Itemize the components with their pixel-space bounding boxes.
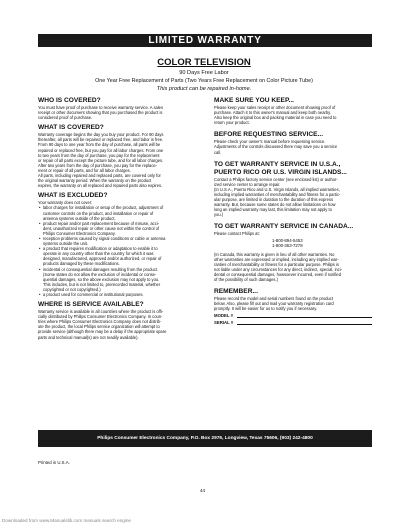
list-item <box>38 267 196 292</box>
section-heading: TO GET WARRANTY SERVICE IN CANADA... <box>214 223 354 231</box>
body-line: From 90 days to one year from the day of purchase, all parts will be <box>38 142 161 148</box>
body-line: ment or repair of all parts, and for all labor charges. <box>38 167 131 173</box>
download-watermark: Downloaded from www.Manualslib.com manuals search engine <box>2 518 131 523</box>
body-line: Please keep your sales receipt or other document showing proof of <box>214 105 336 110</box>
body-line: (In Canada, this warranty is given in lieu of all other warranties. No <box>214 251 335 257</box>
in-home-line: This product can be repaired in-home. <box>156 86 252 92</box>
body-line: Also keep the original box and packing material in case you need to <box>214 115 337 121</box>
item-line: operate in any country other than the country for which it was <box>43 251 154 257</box>
body-line: of the possibility of such damages.) <box>214 277 278 283</box>
phone-number: 1-800-894-5453 <box>272 237 303 243</box>
item-line: (Some states do not allow the exclusion of incidental or conse- <box>43 271 157 277</box>
section-heading: TO GET WARRANTY SERVICE IN U.S.A., <box>214 160 341 168</box>
list-item <box>38 205 196 220</box>
body-line: dental or consequential damages, howsoever incurred, even if notified <box>214 272 341 278</box>
item-line: Philips Consumer Electronics Company. <box>43 230 116 236</box>
body-line: long an implied warranty may last, this limitation may not apply to <box>214 207 332 213</box>
body-line: provide service (although there may be a delay if the appropriate spare <box>38 329 167 335</box>
item-line: antenna systems outside of the product. <box>43 215 116 221</box>
body-line: to two years from the day of purchase, you pay for the replacement <box>38 152 160 158</box>
body-line: Warranty service is available in all countries where the product is offi- <box>38 309 164 315</box>
company-address-bar: Philips Consumer Electronics Company, P.O. Box 2976, Longview, Texas 75606, (903) 242-4800 <box>38 430 372 447</box>
body-line: ranties of merchantability or fitness for a particular purpose. Philips is <box>214 261 339 267</box>
body-line: promptly. It will be easier for us to notify you if necessary. <box>214 306 318 312</box>
body-line: Warranty coverage begins the day you buy your product. For 90 days <box>38 132 164 138</box>
body-line: Please check your owner's manual before requesting service. <box>214 139 326 145</box>
serial-number-field[interactable] <box>214 320 372 326</box>
item-line: • reception problems caused by signal conditions or cable or antenna <box>43 235 166 241</box>
body-line: return your product. <box>214 120 250 126</box>
body-line: purchase. Attach it to this owner's manual and keep both nearby. <box>214 110 331 116</box>
item-line: • a product that requires modification or adaptation to enable it to <box>43 246 158 252</box>
body-line: You must have proof of purchase to receive warranty service. A sales <box>38 105 164 110</box>
section-heading: MAKE SURE YOU KEEP... <box>214 97 294 104</box>
excluded-list <box>38 205 196 297</box>
section-who-covered <box>38 97 196 120</box>
left-column <box>38 97 196 340</box>
model-number-field[interactable] <box>214 313 372 319</box>
item-line: • labor charges for installation or setup of the product, adjustment of <box>43 205 164 211</box>
printed-in-note: Printed in U.S.A. <box>38 460 70 465</box>
body-line: All parts, including repaired and replaced parts, are covered only for <box>38 173 161 179</box>
item-line: • incidental or consequential damages resulting from the product. <box>43 266 159 272</box>
body-line: call. <box>214 149 222 155</box>
right-column <box>214 97 372 326</box>
item-line: systems outside the unit. <box>43 241 89 247</box>
body-line: ute the product, the local Philips service organization will attempt to <box>38 324 160 330</box>
item-line: quential damages, so the above exclusion may not apply to you. <box>43 276 160 282</box>
body-line: expires, the warranty on all replaced and repaired parts also expires. <box>38 183 163 189</box>
body-line: Adjustments of the controls discussed there may save you a service <box>214 144 338 150</box>
model-write-line[interactable] <box>237 317 372 318</box>
item-line: customer controls on the product, and installation or repair of <box>43 210 154 216</box>
body-line: parts and technical manual(s) are not readily available). <box>38 334 139 340</box>
list-item <box>38 221 196 236</box>
body-line: Please record the model and serial numbers found on the product <box>214 296 334 302</box>
phone-number: 1-800-363-7278 <box>272 243 303 249</box>
section-canada-service <box>214 223 372 282</box>
section-heading: BEFORE REQUESTING SERVICE... <box>214 131 324 139</box>
section-heading: WHERE IS SERVICE AVAILABLE? <box>38 301 144 309</box>
model-label: MODEL # <box>214 312 234 318</box>
body-line: or repair of all parts except the picture tube, and for all labor charges. <box>38 157 164 163</box>
body-line: repaired or replaced free, but you pay for all labor charges. From one <box>38 147 164 153</box>
section-what-covered <box>38 124 196 188</box>
item-line: designed, manufactured, approved and/or authorized, or repair of <box>43 256 162 262</box>
section-heading: PUERTO RICO OR U.S. VIRGIN ISLANDS... <box>214 168 347 176</box>
item-line: • product repair and/or part replacement because of misuse, acci- <box>43 220 160 226</box>
section-keep <box>214 97 372 125</box>
body-line: including implied warranties of merchantability and fitness for a partic- <box>214 191 341 197</box>
body-line: ular purpose, are limited in duration to the duration of this express <box>214 197 334 203</box>
body-line: other warranties are expressed or implied, including any implied war- <box>214 256 339 262</box>
list-item <box>38 292 196 297</box>
body-line: (In U.S.A., Puerto Rico and U.S. Virgin Islands, all implied warranties, <box>214 186 340 192</box>
canada-intro: Please contact Philips at: <box>214 231 260 237</box>
list-item <box>38 246 196 266</box>
body-line: not liable under any circumstances for any direct, indirect, special, inci- <box>214 266 343 272</box>
body-line: thereafter, all parts will be repaired or replaced free, and labor is free. <box>38 137 164 143</box>
body-line: cially distributed by Philips Consumer Electronics Company. In coun- <box>38 314 163 320</box>
section-heading: WHO IS COVERED? <box>38 97 101 104</box>
body-line: considered proof of purchase. <box>38 115 93 121</box>
serial-write-line[interactable] <box>237 324 372 325</box>
body-line: Contact a Philips factory service center (see enclosed list) or author- <box>214 176 338 182</box>
section-what-excluded <box>38 192 196 297</box>
section-usa-service <box>214 161 372 218</box>
body-line: receipt or other document showing that you purchased the product is <box>38 110 163 116</box>
serial-label: SERIAL # <box>214 319 234 325</box>
item-line: dent, unauthorized repair or other cause not within the control of <box>43 225 160 231</box>
section-heading: WHAT IS EXCLUDED? <box>38 192 108 200</box>
excluded-intro: Your warranty does not cover: <box>38 200 93 206</box>
item-line: • a product used for commercial or institutional purposes. <box>43 292 144 297</box>
phone-numbers <box>272 238 372 249</box>
body-line: you.) <box>214 212 224 218</box>
body-line: tries where Philips Consumer Electronics Company does not distrib- <box>38 319 162 325</box>
section-heading: WHAT IS COVERED? <box>38 124 104 132</box>
item-line: products damaged by these modifications. <box>43 261 120 267</box>
body-line: ized service center to arrange repair. <box>214 181 281 187</box>
body-line: warranty. But, because some states do not allow limitations on how <box>214 202 336 208</box>
body-line: After two years from the day of purchase, you pay for the replace- <box>38 162 158 168</box>
section-remember <box>214 288 372 325</box>
warranty-banner: LIMITED WARRANTY <box>38 34 372 47</box>
page-number: 44 <box>200 488 206 493</box>
product-title: COLOR TELEVISION <box>157 57 251 68</box>
list-item <box>38 236 196 246</box>
parts-line: One Year Free Replacement of Parts (Two Years Free Replacement on Color Picture Tube) <box>95 78 313 84</box>
section-where-service <box>38 301 196 340</box>
item-line: copyrighted or not copyrighted.) <box>43 286 101 292</box>
body-line: below. Also, please fill out and mail your warranty registration card <box>214 301 334 307</box>
section-before-service <box>214 131 372 154</box>
section-heading: REMEMBER... <box>214 288 258 296</box>
body-line: the original warranty period. When the warranty on the product <box>38 178 152 184</box>
labor-line: 90 Days Free Labor <box>179 70 229 76</box>
item-line: This includes, but is not limited to, prerecorded material, whether <box>43 281 161 287</box>
